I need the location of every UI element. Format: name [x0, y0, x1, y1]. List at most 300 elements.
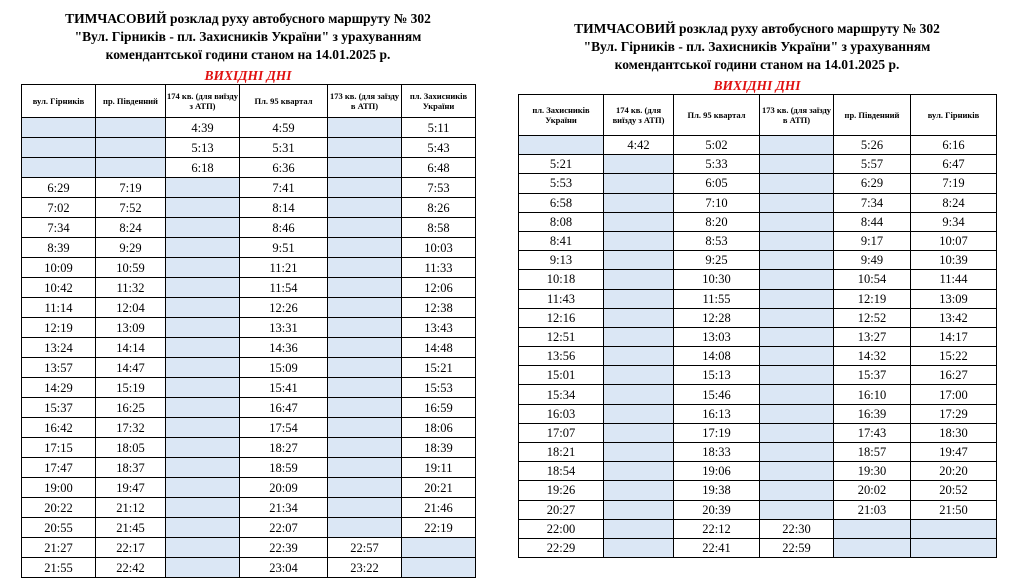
table-row	[22, 398, 476, 418]
time-cell: 8:58	[402, 218, 476, 238]
time-cell	[328, 138, 402, 158]
time-cell	[760, 327, 834, 346]
time-cell: 17:00	[911, 385, 997, 404]
time-cell: 7:19	[911, 174, 997, 193]
time-cell: 13:09	[96, 318, 166, 338]
time-cell	[22, 138, 96, 158]
time-cell: 13:09	[911, 289, 997, 308]
time-cell: 20:39	[674, 500, 760, 519]
time-cell: 21:45	[96, 518, 166, 538]
table-row	[519, 231, 997, 250]
table-row	[519, 481, 997, 500]
table-row	[22, 318, 476, 338]
time-cell: 7:34	[834, 193, 911, 212]
time-cell: 18:57	[834, 443, 911, 462]
time-cell: 8:39	[22, 238, 96, 258]
time-cell	[166, 538, 240, 558]
time-cell: 10:07	[911, 231, 997, 250]
time-cell: 12:16	[519, 308, 604, 327]
time-cell	[328, 458, 402, 478]
time-cell: 10:30	[674, 270, 760, 289]
time-cell: 15:13	[674, 366, 760, 385]
table-row	[22, 158, 476, 178]
time-cell	[760, 270, 834, 289]
time-cell	[604, 231, 674, 250]
time-cell: 22:00	[519, 519, 604, 538]
time-cell: 4:42	[604, 136, 674, 155]
time-cell: 16:47	[240, 398, 328, 418]
time-cell	[166, 458, 240, 478]
time-cell	[604, 193, 674, 212]
column-header: вул. Гірників	[22, 85, 96, 118]
time-cell	[166, 358, 240, 378]
time-cell	[760, 193, 834, 212]
time-cell: 8:53	[674, 231, 760, 250]
time-cell: 10:54	[834, 270, 911, 289]
time-cell: 11:55	[674, 289, 760, 308]
time-cell: 5:21	[519, 155, 604, 174]
time-cell: 12:38	[402, 298, 476, 318]
time-cell: 15:09	[240, 358, 328, 378]
time-cell: 7:34	[22, 218, 96, 238]
time-cell: 15:53	[402, 378, 476, 398]
time-cell: 11:21	[240, 258, 328, 278]
time-cell: 7:02	[22, 198, 96, 218]
time-cell	[604, 270, 674, 289]
time-cell: 21:03	[834, 500, 911, 519]
time-cell: 20:02	[834, 481, 911, 500]
time-cell	[604, 500, 674, 519]
time-cell: 5:31	[240, 138, 328, 158]
time-cell: 18:59	[240, 458, 328, 478]
time-cell	[328, 418, 402, 438]
time-cell	[604, 289, 674, 308]
time-cell	[166, 398, 240, 418]
time-cell: 15:37	[22, 398, 96, 418]
schedule-title-line-1: ТИМЧАСОВИЙ розклад руху автобусного маршруту № 302	[574, 21, 940, 36]
schedule-subtitle: ВИХІДНІ ДНІ	[204, 68, 292, 83]
time-cell: 5:02	[674, 136, 760, 155]
time-cell: 20:09	[240, 478, 328, 498]
time-cell: 17:07	[519, 423, 604, 442]
table-row	[519, 462, 997, 481]
time-cell: 10:09	[22, 258, 96, 278]
time-cell: 16:59	[402, 398, 476, 418]
table-row	[519, 251, 997, 270]
time-cell: 17:43	[834, 423, 911, 442]
time-cell	[604, 462, 674, 481]
time-cell	[328, 518, 402, 538]
time-cell: 6:29	[22, 178, 96, 198]
time-cell	[22, 118, 96, 138]
time-cell: 9:25	[674, 251, 760, 270]
time-cell: 8:24	[911, 193, 997, 212]
column-header: пл. Захисників України	[402, 85, 476, 118]
time-cell	[328, 178, 402, 198]
table-row	[22, 238, 476, 258]
time-cell	[96, 118, 166, 138]
time-cell	[760, 212, 834, 231]
time-cell: 13:56	[519, 347, 604, 366]
time-cell	[166, 478, 240, 498]
time-cell: 23:04	[240, 558, 328, 578]
time-cell: 15:19	[96, 378, 166, 398]
table-row	[519, 155, 997, 174]
time-cell	[604, 404, 674, 423]
time-cell	[760, 347, 834, 366]
table-row	[519, 289, 997, 308]
time-cell: 11:43	[519, 289, 604, 308]
time-cell: 23:22	[328, 558, 402, 578]
table-row	[22, 518, 476, 538]
time-cell: 6:36	[240, 158, 328, 178]
time-cell: 12:19	[22, 318, 96, 338]
time-cell: 9:51	[240, 238, 328, 258]
time-cell	[519, 136, 604, 155]
time-cell: 20:21	[402, 478, 476, 498]
time-cell: 8:26	[402, 198, 476, 218]
table-row	[519, 443, 997, 462]
time-cell	[166, 258, 240, 278]
table-row	[22, 418, 476, 438]
table-row	[519, 193, 997, 212]
time-cell: 14:08	[674, 347, 760, 366]
table-row	[22, 278, 476, 298]
table-header-row	[519, 95, 997, 136]
table-row	[22, 338, 476, 358]
schedule-title-line-2: "Вул. Гірників - пл. Захисників України" з урахуванням	[74, 29, 422, 44]
time-cell	[166, 418, 240, 438]
time-cell: 6:47	[911, 155, 997, 174]
time-cell	[328, 198, 402, 218]
time-cell: 13:43	[402, 318, 476, 338]
table-row	[519, 500, 997, 519]
table-row	[22, 498, 476, 518]
time-cell	[760, 443, 834, 462]
time-cell	[760, 155, 834, 174]
schedule-table	[518, 94, 997, 558]
time-cell	[96, 138, 166, 158]
time-cell: 15:34	[519, 385, 604, 404]
time-cell	[760, 174, 834, 193]
time-cell: 8:20	[674, 212, 760, 231]
time-cell: 4:59	[240, 118, 328, 138]
time-cell: 10:42	[22, 278, 96, 298]
time-cell	[911, 538, 997, 557]
time-cell: 5:33	[674, 155, 760, 174]
time-cell	[166, 178, 240, 198]
time-cell: 17:19	[674, 423, 760, 442]
time-cell: 19:30	[834, 462, 911, 481]
time-cell	[834, 519, 911, 538]
column-header: 174 кв. (для виїзду з АТП)	[604, 95, 674, 136]
time-cell: 14:14	[96, 338, 166, 358]
time-cell: 22:12	[674, 519, 760, 538]
schedule-title-line-3: комендантської години станом на 14.01.2025 р.	[614, 57, 900, 72]
time-cell: 20:55	[22, 518, 96, 538]
time-cell: 21:34	[240, 498, 328, 518]
time-cell	[22, 158, 96, 178]
time-cell: 9:13	[519, 251, 604, 270]
time-cell	[166, 298, 240, 318]
time-cell: 14:32	[834, 347, 911, 366]
table-row	[22, 258, 476, 278]
time-cell: 14:17	[911, 327, 997, 346]
table-row	[22, 138, 476, 158]
time-cell: 6:29	[834, 174, 911, 193]
time-cell: 18:54	[519, 462, 604, 481]
time-cell	[604, 327, 674, 346]
time-cell	[328, 398, 402, 418]
time-cell: 6:58	[519, 193, 604, 212]
time-cell: 22:19	[402, 518, 476, 538]
table-row	[519, 174, 997, 193]
schedule-subtitle: ВИХІДНІ ДНІ	[713, 78, 801, 93]
time-cell	[604, 385, 674, 404]
column-header: пр. Південний	[834, 95, 911, 136]
time-cell	[760, 404, 834, 423]
time-cell	[328, 478, 402, 498]
schedule-title-line-3: комендантської години станом на 14.01.2025 р.	[105, 47, 391, 62]
column-header: пл. Захисників України	[519, 95, 604, 136]
time-cell	[166, 318, 240, 338]
time-cell: 16:10	[834, 385, 911, 404]
time-cell: 7:10	[674, 193, 760, 212]
time-cell: 4:39	[166, 118, 240, 138]
time-cell	[834, 538, 911, 557]
column-header: пр. Південний	[96, 85, 166, 118]
time-cell: 15:01	[519, 366, 604, 385]
table-header-row	[22, 85, 476, 118]
schedule-panel-left	[21, 10, 475, 578]
time-cell	[760, 423, 834, 442]
time-cell: 16:13	[674, 404, 760, 423]
table-row	[22, 378, 476, 398]
table-row	[22, 558, 476, 578]
time-cell: 6:18	[166, 158, 240, 178]
time-cell: 6:05	[674, 174, 760, 193]
time-cell	[604, 443, 674, 462]
time-cell: 9:29	[96, 238, 166, 258]
column-header: 173 кв. (для заїзду в АТП)	[328, 85, 402, 118]
time-cell: 12:52	[834, 308, 911, 327]
time-cell: 11:33	[402, 258, 476, 278]
time-cell: 22:41	[674, 538, 760, 557]
time-cell: 19:38	[674, 481, 760, 500]
schedule-title-line-2: "Вул. Гірників - пл. Захисників України" з урахуванням	[583, 39, 931, 54]
time-cell: 15:21	[402, 358, 476, 378]
time-cell: 18:39	[402, 438, 476, 458]
time-cell: 12:06	[402, 278, 476, 298]
time-cell: 14:36	[240, 338, 328, 358]
time-cell: 5:13	[166, 138, 240, 158]
time-cell	[604, 174, 674, 193]
time-cell	[604, 519, 674, 538]
time-cell	[760, 366, 834, 385]
time-cell: 21:55	[22, 558, 96, 578]
time-cell: 18:37	[96, 458, 166, 478]
time-cell: 22:29	[519, 538, 604, 557]
time-cell: 8:46	[240, 218, 328, 238]
time-cell	[166, 218, 240, 238]
time-cell: 9:49	[834, 251, 911, 270]
time-cell: 16:42	[22, 418, 96, 438]
time-cell: 17:54	[240, 418, 328, 438]
column-header: вул. Гірників	[911, 95, 997, 136]
time-cell: 13:03	[674, 327, 760, 346]
time-cell: 10:03	[402, 238, 476, 258]
column-header: Пл. 95 квартал	[240, 85, 328, 118]
time-cell	[760, 136, 834, 155]
table-row	[519, 423, 997, 442]
time-cell: 12:19	[834, 289, 911, 308]
time-cell: 16:39	[834, 404, 911, 423]
time-cell: 11:54	[240, 278, 328, 298]
time-cell: 13:42	[911, 308, 997, 327]
table-row	[22, 478, 476, 498]
time-cell	[328, 338, 402, 358]
time-cell: 15:37	[834, 366, 911, 385]
time-cell	[760, 308, 834, 327]
time-cell: 15:22	[911, 347, 997, 366]
time-cell: 19:11	[402, 458, 476, 478]
time-cell	[760, 289, 834, 308]
time-cell: 10:18	[519, 270, 604, 289]
time-cell: 14:29	[22, 378, 96, 398]
time-cell	[328, 218, 402, 238]
time-cell: 12:26	[240, 298, 328, 318]
time-cell: 12:28	[674, 308, 760, 327]
time-cell	[402, 558, 476, 578]
time-cell: 16:03	[519, 404, 604, 423]
time-cell: 20:20	[911, 462, 997, 481]
time-cell: 7:52	[96, 198, 166, 218]
time-cell: 8:44	[834, 212, 911, 231]
time-cell: 14:48	[402, 338, 476, 358]
time-cell: 21:12	[96, 498, 166, 518]
table-row	[519, 308, 997, 327]
time-cell: 12:51	[519, 327, 604, 346]
table-row	[22, 538, 476, 558]
time-cell: 20:52	[911, 481, 997, 500]
time-cell: 5:57	[834, 155, 911, 174]
time-cell: 6:16	[911, 136, 997, 155]
time-cell: 11:44	[911, 270, 997, 289]
time-cell	[328, 238, 402, 258]
time-cell: 14:47	[96, 358, 166, 378]
time-cell	[96, 158, 166, 178]
schedule-panel-right	[518, 20, 996, 558]
time-cell: 22:07	[240, 518, 328, 538]
time-cell	[604, 423, 674, 442]
time-cell	[328, 358, 402, 378]
time-cell: 8:14	[240, 198, 328, 218]
time-cell: 5:43	[402, 138, 476, 158]
time-cell	[760, 385, 834, 404]
time-cell: 18:27	[240, 438, 328, 458]
table-row	[22, 298, 476, 318]
time-cell: 19:06	[674, 462, 760, 481]
time-cell	[760, 500, 834, 519]
time-cell: 7:53	[402, 178, 476, 198]
time-cell	[911, 519, 997, 538]
time-cell: 21:50	[911, 500, 997, 519]
time-cell: 8:08	[519, 212, 604, 231]
table-row	[519, 327, 997, 346]
time-cell	[604, 308, 674, 327]
table-row	[519, 385, 997, 404]
time-cell: 21:46	[402, 498, 476, 518]
time-cell	[166, 558, 240, 578]
time-cell: 22:59	[760, 538, 834, 557]
time-cell: 17:29	[911, 404, 997, 423]
time-cell	[166, 378, 240, 398]
time-cell: 17:47	[22, 458, 96, 478]
time-cell	[402, 538, 476, 558]
time-cell: 22:42	[96, 558, 166, 578]
time-cell	[166, 438, 240, 458]
table-row	[519, 347, 997, 366]
time-cell	[604, 347, 674, 366]
time-cell: 12:04	[96, 298, 166, 318]
time-cell: 8:41	[519, 231, 604, 250]
time-cell	[760, 462, 834, 481]
table-row	[519, 366, 997, 385]
time-cell: 13:31	[240, 318, 328, 338]
time-cell	[760, 251, 834, 270]
time-cell: 19:47	[911, 443, 997, 462]
time-cell: 15:46	[674, 385, 760, 404]
time-cell	[328, 258, 402, 278]
time-cell	[328, 298, 402, 318]
time-cell: 7:41	[240, 178, 328, 198]
time-cell: 17:32	[96, 418, 166, 438]
time-cell: 13:27	[834, 327, 911, 346]
time-cell	[328, 278, 402, 298]
table-row	[22, 178, 476, 198]
schedule-title-line-1: ТИМЧАСОВИЙ розклад руху автобусного маршруту № 302	[65, 11, 431, 26]
time-cell: 18:30	[911, 423, 997, 442]
time-cell	[604, 538, 674, 557]
table-row	[22, 118, 476, 138]
time-cell: 18:33	[674, 443, 760, 462]
time-cell: 11:32	[96, 278, 166, 298]
time-cell	[166, 278, 240, 298]
time-cell: 15:41	[240, 378, 328, 398]
time-cell: 19:00	[22, 478, 96, 498]
time-cell: 20:22	[22, 498, 96, 518]
time-cell: 22:39	[240, 538, 328, 558]
table-row	[519, 136, 997, 155]
table-row	[519, 404, 997, 423]
time-cell	[166, 238, 240, 258]
time-cell: 21:27	[22, 538, 96, 558]
schedule-table	[21, 84, 476, 578]
time-cell	[166, 518, 240, 538]
time-cell: 18:05	[96, 438, 166, 458]
time-cell	[328, 158, 402, 178]
time-cell: 19:26	[519, 481, 604, 500]
time-cell: 18:06	[402, 418, 476, 438]
time-cell	[760, 231, 834, 250]
time-cell	[760, 481, 834, 500]
time-cell: 11:14	[22, 298, 96, 318]
table-row	[519, 519, 997, 538]
time-cell	[604, 155, 674, 174]
time-cell	[328, 498, 402, 518]
time-cell: 9:17	[834, 231, 911, 250]
time-cell	[328, 378, 402, 398]
